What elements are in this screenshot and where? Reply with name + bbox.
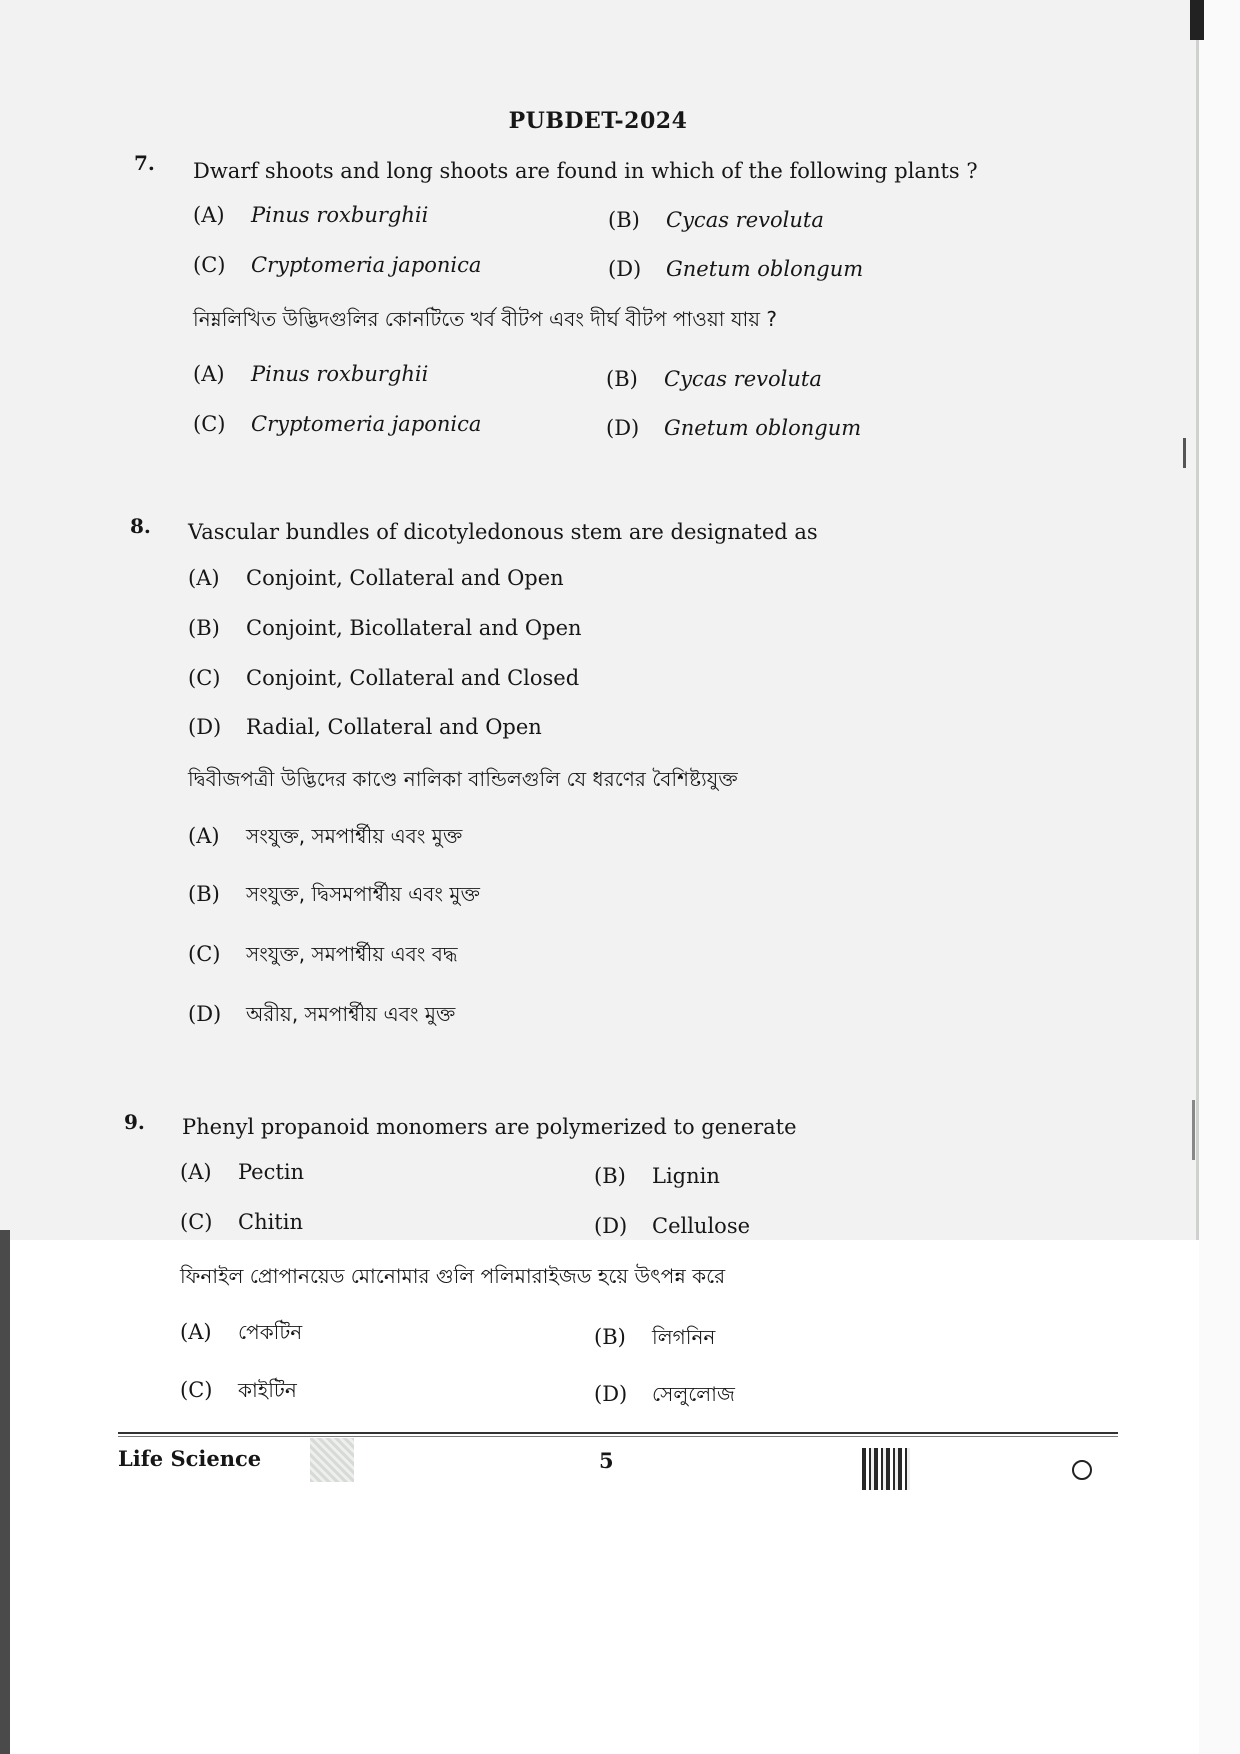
option-c-english [180,1210,303,1234]
page-edge-shadow [1190,0,1204,40]
option-c-bengali [180,1376,297,1409]
option-text: Conjoint, Bicollateral and Open [246,616,582,640]
option-text: সংযুক্ত, সমপার্শ্বীয় এবং বদ্ধ [246,942,458,966]
option-label: (A) [180,1160,212,1184]
option-a-english [188,566,564,590]
option-label: (D) [594,1382,628,1406]
option-text: Cycas revoluta [666,208,824,232]
option-label: (A) [180,1320,212,1344]
option-text: সংযুক্ত, দ্বিসমপার্শ্বীয় এবং মুক্ত [246,882,480,906]
option-text: Pectin [238,1160,305,1184]
option-label: (C) [193,253,226,277]
option-d-english [594,1214,750,1238]
option-label: (D) [188,715,222,739]
option-d-bengali [606,416,861,440]
question-number: 9. [124,1110,145,1134]
option-b-english [594,1164,720,1188]
option-label: (A) [188,566,220,590]
option-label: (C) [180,1378,213,1402]
option-b-bengali [188,880,480,913]
option-a-bengali [180,1318,302,1351]
scan-edge-bar [0,1230,10,1754]
option-text: Pinus roxburghii [251,362,429,386]
option-c-bengali [193,412,481,436]
option-text: অরীয়, সমপার্শ্বীয় এবং মুক্ত [246,1002,456,1026]
qr-code-bleed-through [310,1438,354,1482]
exam-header: PUBDET-2024 [508,108,688,134]
footer-rule-thin [118,1436,1118,1437]
option-b-bengali [606,367,822,391]
option-a-bengali [188,822,462,855]
page-number: 5 [599,1448,614,1473]
option-label: (B) [606,367,638,391]
option-b-english [188,616,582,640]
option-text: Pinus roxburghii [251,203,429,227]
option-label: (C) [188,666,221,690]
option-label: (C) [180,1210,213,1234]
option-label: (C) [188,942,221,966]
option-label: (B) [608,208,640,232]
option-text: লিগনিন [652,1325,716,1349]
option-c-bengali [188,940,458,973]
option-a-bengali [193,362,428,386]
option-text: কাইটিন [238,1378,297,1402]
option-text: Cycas revoluta [664,367,822,391]
option-a-english [180,1160,304,1184]
option-text: Cellulose [652,1214,751,1238]
option-d-english [608,257,863,281]
option-label: (A) [188,824,220,848]
option-text: Gnetum oblongum [664,416,862,440]
question-number: 7. [134,151,155,175]
option-label: (A) [193,362,225,386]
option-label: (D) [606,416,640,440]
page-edge-strip [1199,0,1240,1754]
question-stem-english: Dwarf shoots and long shoots are found in which of the following plants ? [193,159,978,183]
option-text: Cryptomeria japonica [251,412,482,436]
option-d-english [188,715,542,739]
edge-mark [1192,1100,1195,1160]
edge-mark [1183,438,1186,468]
option-label: (B) [594,1325,626,1349]
option-c-english [193,253,481,277]
footer-subject: Life Science [118,1446,262,1471]
option-label: (B) [188,616,220,640]
option-text: Conjoint, Collateral and Open [246,566,564,590]
qr-code [862,1448,910,1490]
option-text: Gnetum oblongum [666,257,864,281]
option-label: (B) [594,1164,626,1188]
option-label: (D) [188,1002,222,1026]
option-text: Lignin [652,1164,720,1188]
option-text: পেকটিন [238,1320,303,1344]
option-b-bengali [594,1323,715,1356]
question-number: 8. [130,514,151,538]
option-c-english [188,666,579,690]
option-text: Chitin [238,1210,303,1234]
option-d-bengali [594,1380,735,1413]
option-label: (D) [594,1214,628,1238]
option-d-bengali [188,1000,455,1033]
question-stem-english: Phenyl propanoid monomers are polymerized to generate [182,1115,797,1139]
question-stem-english: Vascular bundles of dicotyledonous stem are designated as [188,520,818,544]
option-b-english [608,208,824,232]
option-label: (D) [608,257,642,281]
option-text: Radial, Collateral and Open [246,715,542,739]
question-stem-bengali: ফিনাইল প্রোপানয়েড মোনোমার গুলি পলিমারাইজড হয়ে উৎপন্ন করে [180,1264,726,1288]
question-stem-bengali: দ্বিবীজপত্রী উদ্ভিদের কাণ্ডে নালিকা বান্ডিলগুলি যে ধরণের বৈশিষ্ট্যযুক্ত [188,767,738,791]
footer-rule [118,1432,1118,1434]
option-label: (B) [188,882,220,906]
option-text: Cryptomeria japonica [251,253,482,277]
option-text: সংযুক্ত, সমপার্শ্বীয় এবং মুক্ত [246,824,463,848]
option-text: Conjoint, Collateral and Closed [246,666,580,690]
circle-mark-icon [1072,1460,1092,1480]
option-text: সেলুলোজ [652,1382,735,1406]
option-label: (A) [193,203,225,227]
option-a-english [193,203,428,227]
question-stem-bengali: নিম্নলিখিত উদ্ভিদগুলির কোনটিতে খর্ব বীটপ এবং দীর্ঘ বীটপ পাওয়া যায় ? [193,307,778,331]
option-label: (C) [193,412,226,436]
